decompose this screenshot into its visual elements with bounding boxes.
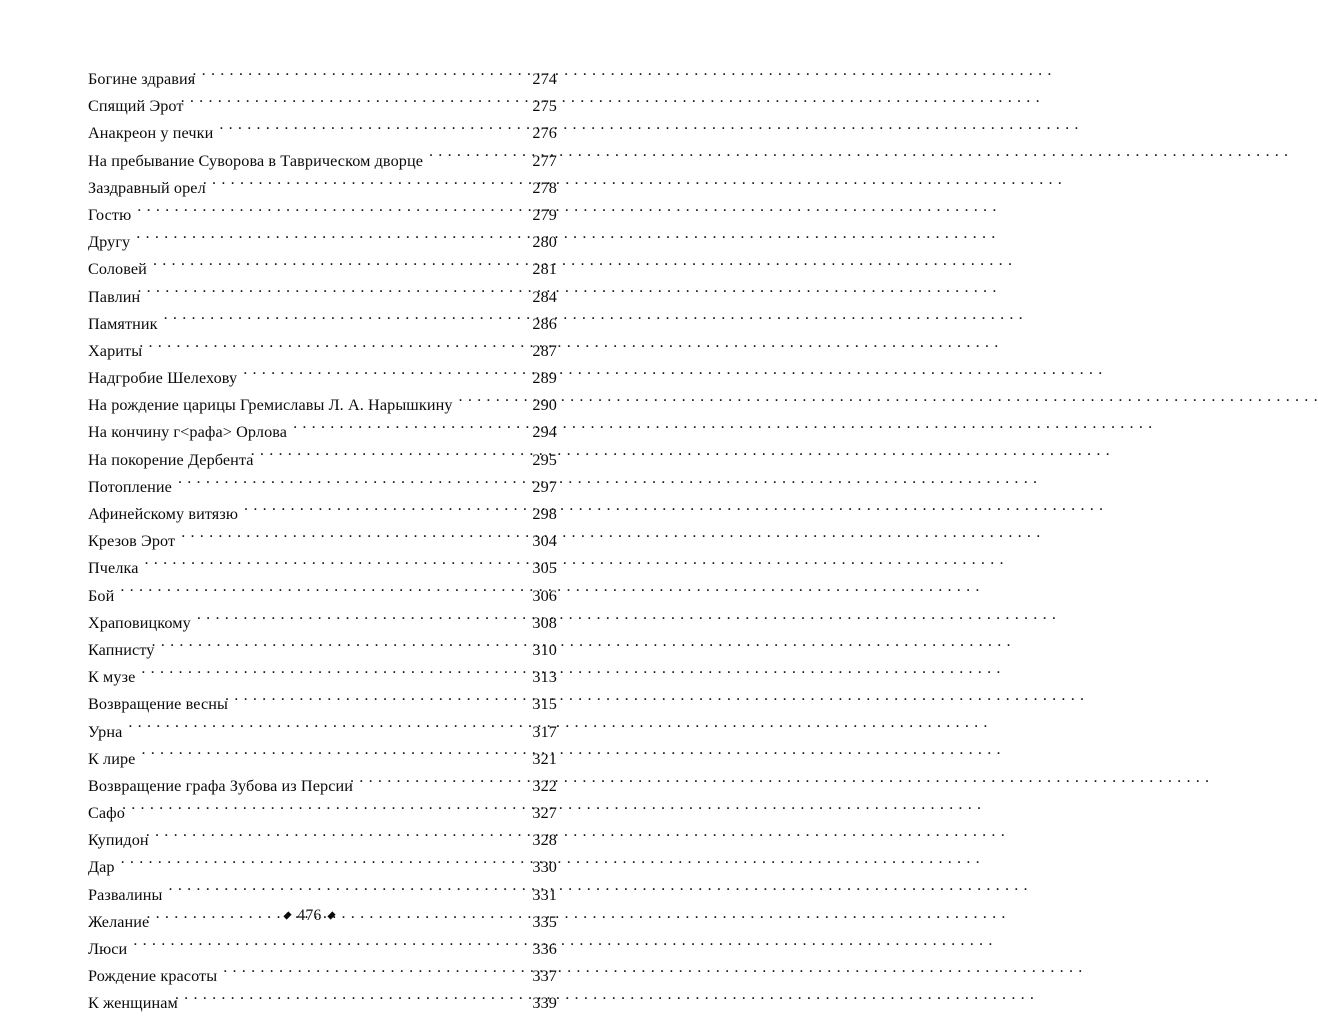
toc-entry-title: Заздравный орел — [88, 178, 206, 197]
toc-entry-page-number: 276 — [532, 124, 557, 143]
folio-page-number: 476 — [297, 907, 322, 924]
toc-entry-page-number: 304 — [532, 532, 557, 551]
toc-entry-title: Другу — [88, 233, 131, 252]
toc-entry-title: Рождение красоты — [88, 967, 218, 986]
toc-leader-dots — [159, 313, 531, 329]
toc-leader-dots — [424, 149, 530, 165]
toc-entry-title: Храповицкому — [88, 613, 191, 632]
toc-leader-dots — [192, 612, 531, 628]
toc-entry-title: На пребывание Суворова в Таврическом дворце — [88, 151, 424, 170]
toc-entry-page-number: 277 — [532, 151, 557, 170]
toc-leader-dots — [227, 693, 530, 709]
toc-leader-dots — [173, 476, 530, 492]
toc-leader-dots — [116, 856, 531, 872]
toc-entry-page-number: 327 — [532, 804, 557, 823]
toc-entry-title: Крезов Эрот — [88, 532, 176, 551]
toc-entry-page-number: 305 — [532, 559, 557, 578]
toc-entry-title: Соловей — [88, 260, 147, 279]
toc-leader-dots — [148, 258, 530, 274]
toc-entry-title: Капнисту — [88, 640, 155, 659]
toc-entry-title: Памятник — [88, 314, 158, 333]
toc-leader-dots — [128, 938, 530, 954]
toc-leader-dots — [136, 748, 530, 764]
toc-entry-page-number: 278 — [532, 178, 557, 197]
toc-leader-dots — [153, 639, 530, 655]
toc-entry-page-number: 313 — [532, 668, 557, 687]
toc-entry-page-number: 281 — [532, 260, 557, 279]
toc-entry-title: Возвращение весны — [88, 695, 228, 714]
toc-entry-page-number: 317 — [532, 722, 557, 741]
toc-entry-page-number: 294 — [532, 423, 557, 442]
toc-entry-page-number: 286 — [532, 314, 557, 333]
toc-entry-title: Анакреон у печки — [88, 124, 214, 143]
toc-entry-page-number: 310 — [532, 640, 557, 659]
toc-leader-dots — [176, 530, 530, 546]
toc-entry-title: Сафо — [88, 804, 125, 823]
toc-entry-title: Желание — [88, 912, 150, 931]
table-of-contents-list — [88, 66, 557, 1018]
toc-leader-dots — [214, 122, 530, 138]
toc-entry-page-number: 331 — [532, 885, 557, 904]
toc-leader-dots — [115, 584, 530, 600]
toc-entry-title: На покорение Дербента — [88, 450, 254, 469]
toc-leader-dots — [164, 883, 531, 899]
toc-entry-page-number: 298 — [532, 505, 557, 523]
toc-entry-title: Хариты — [88, 341, 143, 360]
toc-entry-title: Гостю — [88, 205, 132, 224]
toc-leader-dots — [136, 666, 530, 682]
toc-entry-page-number: 336 — [532, 940, 557, 958]
toc-entry-title: Пчелка — [88, 559, 139, 578]
toc-leader-dots — [253, 448, 531, 464]
toc-entry-title: Потопление — [88, 477, 172, 496]
toc-entry-title: Дар — [88, 858, 115, 877]
toc-entry-page-number: 280 — [532, 233, 557, 252]
toc-entry-page-number: 306 — [532, 586, 557, 605]
toc-entry-title: Бой — [88, 586, 115, 605]
toc-leader-dots — [123, 720, 530, 736]
toc-entry-page-number: 279 — [532, 205, 557, 224]
toc-leader-dots — [183, 95, 531, 111]
toc-leader-dots — [454, 394, 531, 410]
toc-entry-title: Люси — [88, 940, 128, 958]
toc-entry-title: На кончину г<рафа> Орлова — [88, 423, 288, 442]
toc-entry — [88, 990, 557, 1017]
toc-leader-dots — [124, 802, 530, 818]
toc-entry-title: Спящий Эрот — [88, 97, 184, 116]
toc-entry-title: К лире — [88, 749, 136, 768]
toc-entry-page-number: 335 — [532, 912, 557, 931]
toc-leader-dots — [140, 557, 531, 573]
toc-leader-dots — [205, 177, 531, 193]
toc-leader-dots — [141, 340, 530, 356]
toc-leader-dots — [352, 775, 530, 791]
diamond-ornament-right — [327, 912, 335, 920]
page-footer — [0, 908, 619, 924]
toc-entry-page-number: 297 — [532, 477, 557, 496]
toc-leader-dots — [131, 231, 530, 247]
toc-entry-page-number: 337 — [532, 967, 557, 986]
toc-leader-dots — [139, 285, 530, 301]
toc-entry-title: Урна — [88, 722, 123, 741]
toc-entry-page-number: 339 — [532, 994, 557, 1013]
toc-entry-page-number: 308 — [532, 613, 557, 632]
toc-leader-dots — [177, 992, 531, 1008]
toc-entry-page-number: 322 — [532, 776, 557, 795]
toc-entry-title: Богине здравия — [88, 70, 196, 88]
toc-entry-title: К женщинам — [88, 994, 178, 1013]
toc-entry-title: Купидон — [88, 831, 149, 850]
toc-leader-dots — [288, 421, 530, 437]
toc-entry-title: К музе — [88, 668, 136, 687]
toc-entry-page-number: 287 — [532, 341, 557, 360]
toc-entry-title: Надгробие Шелехову — [88, 369, 238, 388]
toc-leader-dots — [238, 367, 530, 383]
toc-entry-page-number: 289 — [532, 369, 557, 388]
book-page — [0, 0, 619, 1013]
toc-entry-page-number: 274 — [532, 70, 557, 88]
toc-entry-title: На рождение царицы Гремиславы Л. А. Нарышкину — [88, 396, 453, 415]
toc-leader-dots — [239, 503, 530, 519]
toc-leader-dots — [218, 965, 530, 981]
toc-entry-page-number: 321 — [532, 749, 557, 768]
toc-entry-page-number: 295 — [532, 450, 557, 469]
diamond-ornament-left — [284, 912, 292, 920]
toc-leader-dots — [148, 829, 531, 845]
toc-entry-page-number: 284 — [532, 287, 557, 306]
toc-entry-title: Развалины — [88, 885, 163, 904]
toc-entry-page-number: 275 — [532, 97, 557, 116]
toc-entry-title: Павлин — [88, 287, 141, 306]
toc-entry-page-number: 328 — [532, 831, 557, 850]
toc-entry-page-number: 315 — [532, 695, 557, 714]
toc-entry-page-number: 330 — [532, 858, 557, 877]
toc-entry-title: Афинейскому витязю — [88, 505, 239, 523]
toc-entry-title: Возвращение графа Зубова из Персии — [88, 776, 354, 795]
toc-entry-page-number: 290 — [532, 396, 557, 415]
toc-leader-dots — [194, 68, 530, 84]
toc-leader-dots — [132, 204, 530, 220]
